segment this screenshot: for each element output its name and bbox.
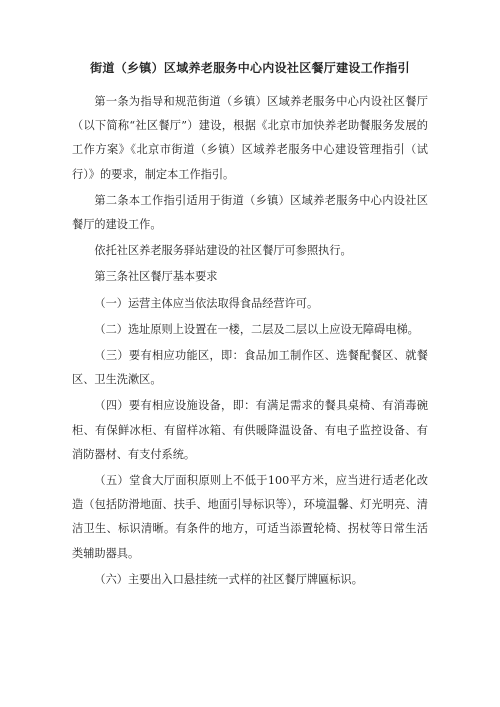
requirement-3-paragraph: （三）要有相应功能区，即：食品加工制作区、选餐配餐区、就餐区、卫生洗漱区。 bbox=[72, 349, 428, 387]
reference-note-paragraph: 依托社区养老服务驿站建设的社区餐厅可参照执行。 bbox=[94, 244, 352, 258]
requirement-5-paragraph: （五）堂食大厅面积原则上不低于100平方米，应当进行适老化改造（包括防滑地面、扶手、地面引导标识等），环境温馨、灯光明亮、清洁卫生、标识清晰。有条件的地方，可适当添置轮椅、拐杖等日常生活类辅助器具。 bbox=[72, 474, 428, 560]
article-1-paragraph: 第一条为指导和规范街道（乡镇）区域养老服务中心内设社区餐厅（以下简称“社区餐厅”）建设，根据《北京市加快养老助餐服务发展的工作方案》《北京市街道（乡镇）区域养老服务中心建设管理指引（试行）》的要求，制定本工作指引。 bbox=[72, 95, 428, 181]
article-3-heading: 第三条社区餐厅基本要求 bbox=[94, 270, 218, 284]
requirement-1-paragraph: （一）运营主体应当依法取得食品经营许可。 bbox=[94, 296, 319, 310]
requirement-2-paragraph: （二）选址原则上设置在一楼，二层及二层以上应设无障碍电梯。 bbox=[94, 322, 419, 336]
requirement-4-paragraph: （四）要有相应设施设备，即：有满足需求的餐具桌椅、有消毒碗柜、有保鲜冰柜、有留样冰箱、有供暖降温设备、有电子监控设备、有消防器材、有支付系统。 bbox=[72, 399, 428, 461]
requirement-6-paragraph: （六）主要出入口悬挂统一式样的社区餐厅牌匾标识。 bbox=[94, 572, 363, 586]
article-2-paragraph: 第二条本工作指引适用于街道（乡镇）区域养老服务中心内设社区餐厅的建设工作。 bbox=[72, 193, 428, 232]
document-title: 街道（乡镇）区域养老服务中心内设社区餐厅建设工作指引 bbox=[90, 61, 410, 75]
